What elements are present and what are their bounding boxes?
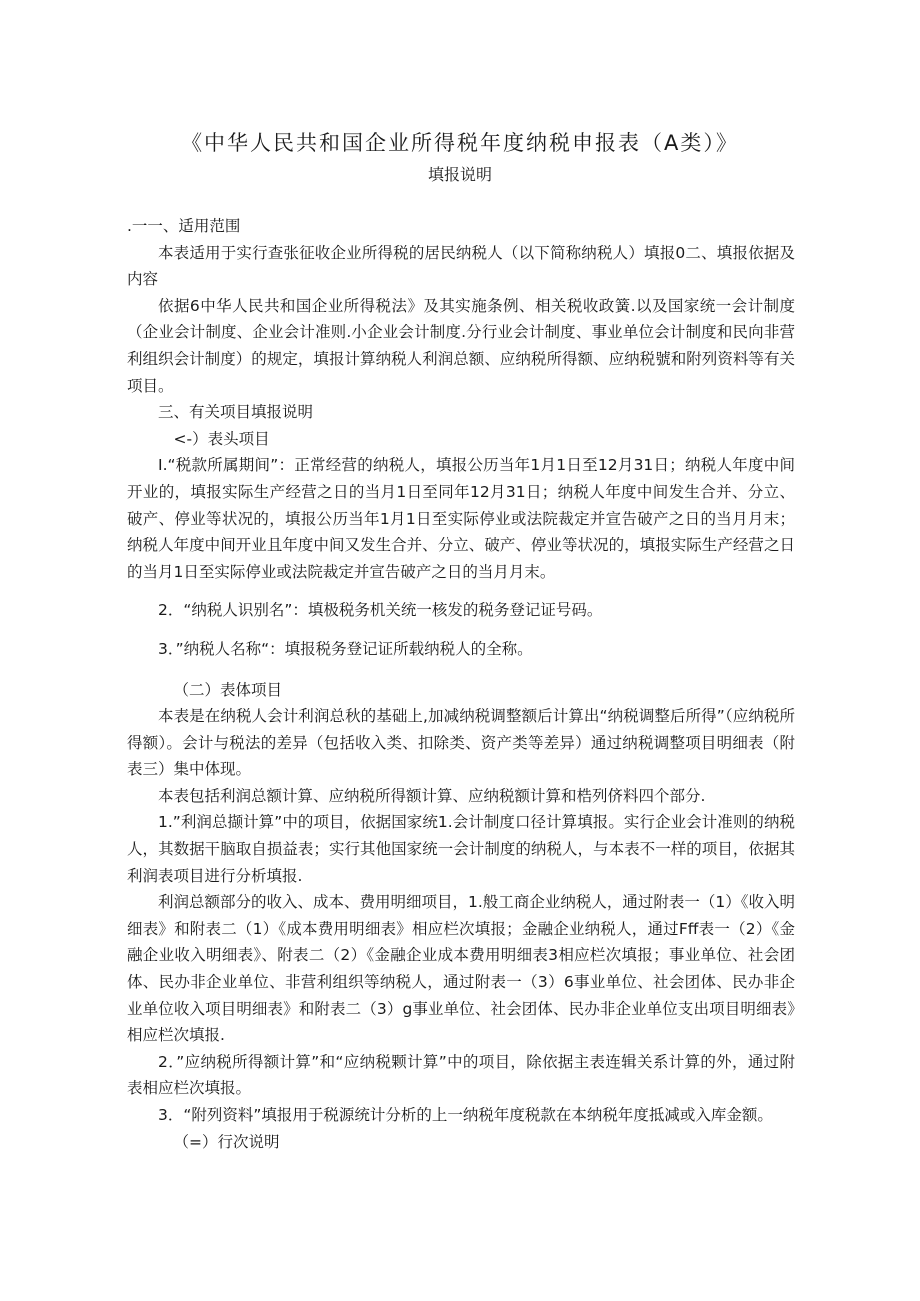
paragraph-taxpayer-id: 2．“纳税人识别名”：填极税务机关统一核发的税务登记证号码。: [158, 601, 603, 620]
document-subtitle: 填报说明: [427, 165, 492, 184]
paragraph-detail-items: 利润总额部分的收入、成本、费用明细项目，1.般工商企业纳税人，通过附表一（1）《收入明细表》和附表二（1）《成本费用明细表》相应栏次填报；金融企业纳税人，通过Fff表一（2）《金融企业收入明细表》、附表二（2）《金融企业成本费用明细表3相应栏次填报；事业单位、社会团体、民办非企业单位、非营利组织等纳税人，通过附表一（3）6事业单位、社会团体、民办非企业单位收入项目明细表》和附表二（3）g事业单位、社会团体、民办非企业单位支出项目明细表》相应栏次填报.: [127, 893, 795, 1045]
section-heading-items: 三、有关项目填报说明: [158, 403, 314, 422]
paragraph-taxable-income: 2．”应纳税所得额计算”和“应纳税颗计算”中的项目，除依据主表连辑关系计算的外，通过附表相应栏次填报。: [127, 1052, 795, 1098]
paragraph-profit-total: 1.”利润总撷计算”中的项目，依据国家统1.会计制度口径计算填报。实行企业会计准则的纳税人，其数据干脑取自损益表；实行其他国家统一会计制度的纳税人，与本表不一样的项目，依据其利润表项目进行分析填报.: [127, 813, 795, 885]
paragraph-attached-data: 3．“附列资料”填报用于税源统计分析的上一纳税年度税款在本纳税年度抵减或入库金额。: [158, 1106, 773, 1124]
subsection-heading-row-notes: （=）行次说明: [173, 1132, 280, 1151]
paragraph-body-intro: 本表是在纳税人会计利润总秋的基础上,加减纳税调整额后计算出“纳税调整后所得”（应纳税所得额）。会计与税法的差异（包括收入类、扣除类、资产类等差异）通过纳税调整项目明细表（附表三）集中体现。: [127, 707, 795, 779]
document-title: 《中华人民共和国企业所得税年度纳税申报表（A类）》: [181, 131, 739, 155]
subsection-heading-body-items: （二）表体项目: [173, 680, 283, 699]
paragraph-taxpayer-name: 3．”纳税人名称“：填报税务登记证所载纳税人的全称。: [158, 639, 533, 658]
document-body: [127, 213, 795, 1155]
subsection-heading-header-items: <-）表头项目: [173, 429, 270, 448]
section-heading-scope: .一一、适用范围: [127, 217, 241, 235]
paragraph-basis: 依据6中华人民共和国企业所得税法》及其实施条例、相关税收政簧.以及国家统一会计制度（企业会计制度、企业会计准则.小企业会计制度.分行业会计制度、事业单位会计制度和民向非营利组织会计制度）的规定，填报计算纳税人利润总额、应纳税所得额、应纳税號和附列资料等有关项目。: [127, 296, 795, 395]
paragraph-four-parts: 本表包括利润总额计算、应纳税所得额计算、应纳税额计算和梏列侪料四个部分.: [158, 786, 706, 805]
paragraph-tax-period: I.“税款所属期间”：正常经营的纳税人，填报公历当年1月1日至12月31日；纳税人年度中间开业的，填报实际生产经营之日的当月1日至同年12月31日；纳税人年度中间发生合并、分立、破产、停业等状况的，填报公历当年1月1日至实际停业或法院裁定并宣告破产之日的当月月末；纳税人年度中间开业且年度中间又发生合并、分立、破产、停业等状况的，填报实际生产经营之日的当月1日至实际停业或法院裁定并宣告破产之日的当月月末。: [127, 456, 795, 581]
paragraph-scope: 本表适用于实行查张征收企业所得税的居民纳税人（以下简称纳税人）填报0二、填报依据及内容: [127, 243, 795, 289]
